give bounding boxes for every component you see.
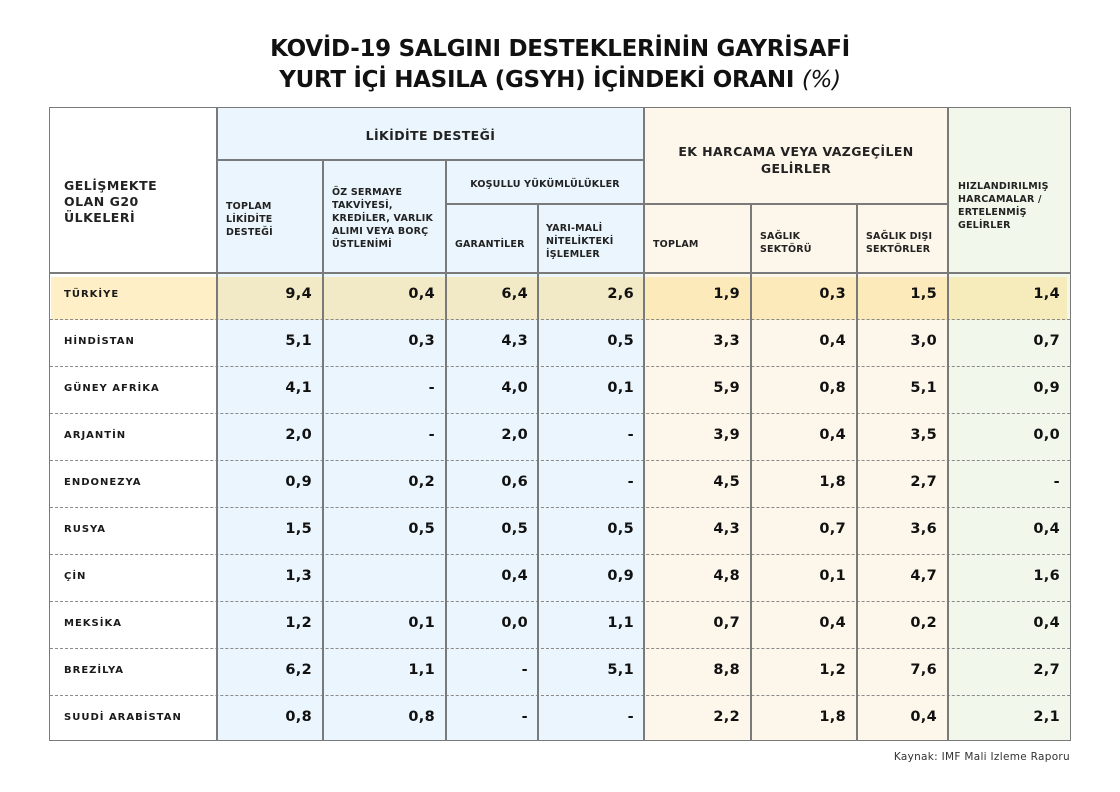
row-separator	[50, 366, 1070, 367]
col-divider	[537, 203, 539, 740]
value-cell: 0,6	[501, 474, 528, 490]
value-cell: 2,0	[285, 427, 312, 443]
value-cell: 0,4	[1033, 615, 1060, 631]
value-cell: 1,5	[910, 286, 937, 302]
value-cell: -	[521, 662, 528, 678]
col-divider	[643, 108, 645, 740]
row-separator	[50, 507, 1070, 508]
title-line-2-text: YURT İÇİ HASILA (GSYH) İÇİNDEKİ ORANI	[279, 67, 795, 93]
col-divider	[750, 203, 752, 740]
header-col-accelerated: HIZLANDIRILMIŞ HARCAMALAR / ERTELENMİŞ GELİRLER	[958, 181, 1049, 231]
title-line-2	[0, 65, 1120, 96]
value-cell: 5,9	[713, 380, 740, 396]
data-table	[49, 107, 1071, 741]
value-cell: 0,5	[607, 521, 634, 537]
value-cell: 1,1	[408, 662, 435, 678]
value-cell: -	[627, 427, 634, 443]
value-cell: 2,6	[607, 286, 634, 302]
value-cell: 0,4	[819, 427, 846, 443]
value-cell: 1,8	[819, 709, 846, 725]
value-cell: -	[1053, 474, 1060, 490]
value-cell: 0,9	[1033, 380, 1060, 396]
value-cell: 3,6	[910, 521, 937, 537]
value-cell: 1,1	[607, 615, 634, 631]
value-cell: 0,5	[408, 521, 435, 537]
country-label: ARJANTİN	[64, 430, 127, 441]
value-cell: 1,2	[819, 662, 846, 678]
value-cell: 0,4	[501, 568, 528, 584]
header-line-2	[446, 203, 644, 205]
value-cell: 3,0	[910, 333, 937, 349]
value-cell: -	[428, 427, 435, 443]
value-cell: 1,6	[1033, 568, 1060, 584]
title-line-1: KOVİD-19 SALGINI DESTEKLERİNİN GAYRİSAFİ	[270, 36, 850, 62]
value-cell: 4,1	[285, 380, 312, 396]
header-col-non-health: SAĞLIK DIŞI SEKTÖRLER	[866, 231, 933, 255]
col-divider	[947, 108, 949, 740]
value-cell: 0,4	[408, 286, 435, 302]
value-cell: 0,1	[408, 615, 435, 631]
value-cell: 0,5	[501, 521, 528, 537]
value-cell: 0,3	[819, 286, 846, 302]
value-cell: 7,6	[910, 662, 937, 678]
row-separator	[50, 319, 1070, 320]
value-cell: 2,2	[713, 709, 740, 725]
source-note: Kaynak: IMF Mali Izleme Raporu	[893, 751, 1070, 763]
country-label: BREZİLYA	[64, 665, 124, 676]
header-group-liquidity: LİKİDİTE DESTEĞİ	[365, 128, 496, 143]
value-cell: 1,5	[285, 521, 312, 537]
value-cell: 1,9	[713, 286, 740, 302]
value-cell: 3,5	[910, 427, 937, 443]
col-divider	[445, 159, 447, 740]
value-cell: 0,2	[910, 615, 937, 631]
value-cell: 5,1	[607, 662, 634, 678]
header-bottom-line	[50, 272, 1070, 274]
value-cell: 4,3	[501, 333, 528, 349]
value-cell: -	[627, 709, 634, 725]
value-cell: 4,3	[713, 521, 740, 537]
country-label: GÜNEY AFRİKA	[64, 383, 160, 394]
value-cell: 0,3	[408, 333, 435, 349]
value-cell: -	[521, 709, 528, 725]
value-cell: 1,8	[819, 474, 846, 490]
header-line-3	[644, 203, 948, 205]
header-col-spending-total: TOPLAM	[653, 239, 699, 250]
value-cell: 8,8	[713, 662, 740, 678]
row-separator	[50, 601, 1070, 602]
value-cell: 0,4	[819, 615, 846, 631]
country-label: SUUDİ ARABİSTAN	[64, 712, 182, 723]
row-separator	[50, 648, 1070, 649]
value-cell: 5,1	[910, 380, 937, 396]
value-cell: 0,9	[607, 568, 634, 584]
value-cell: 0,1	[607, 380, 634, 396]
chart-title	[0, 34, 1120, 96]
col-divider	[322, 159, 324, 740]
value-cell: 4,7	[910, 568, 937, 584]
value-cell: 0,0	[501, 615, 528, 631]
country-label: RUSYA	[64, 524, 107, 535]
value-cell: 3,9	[713, 427, 740, 443]
value-cell: 0,7	[713, 615, 740, 631]
country-label: TÜRKİYE	[64, 289, 120, 300]
header-col-equity-loans: ÖZ SERMAYE TAKVİYESİ, KREDİLER, VARLIK ALIMI VEYA BORÇ ÜSTLENİMİ	[332, 187, 434, 250]
title-unit: (%)	[801, 67, 841, 93]
value-cell: 0,4	[910, 709, 937, 725]
header-line-1	[217, 159, 644, 161]
country-label: ENDONEZYA	[64, 477, 142, 488]
value-cell: 2,7	[910, 474, 937, 490]
value-cell: 2,1	[1033, 709, 1060, 725]
value-cell: 0,1	[819, 568, 846, 584]
value-cell: 9,4	[285, 286, 312, 302]
value-cell: 1,3	[285, 568, 312, 584]
col-divider	[216, 108, 218, 740]
value-cell: 4,0	[501, 380, 528, 396]
value-cell: 0,7	[1033, 333, 1060, 349]
value-cell: 0,2	[408, 474, 435, 490]
value-cell: 0,5	[607, 333, 634, 349]
value-cell: 4,8	[713, 568, 740, 584]
country-label: ÇİN	[64, 571, 87, 582]
value-cell: 1,4	[1033, 286, 1060, 302]
header-col-quasi-fiscal: YARI-MALİ NİTELİKTEKİ İŞLEMLER	[546, 223, 614, 260]
value-cell: 3,3	[713, 333, 740, 349]
value-cell: 2,7	[1033, 662, 1060, 678]
value-cell: 2,0	[501, 427, 528, 443]
value-cell: 0,4	[819, 333, 846, 349]
header-group-contingent: KOŞULLU YÜKÜMLÜLÜKLER	[470, 179, 620, 190]
value-cell: -	[627, 474, 634, 490]
row-separator	[50, 695, 1070, 696]
value-cell: -	[428, 380, 435, 396]
country-label: HİNDİSTAN	[64, 336, 135, 347]
value-cell: 0,9	[285, 474, 312, 490]
row-separator	[50, 460, 1070, 461]
country-label: MEKSİKA	[64, 618, 122, 629]
value-cell: 4,5	[713, 474, 740, 490]
header-col-health: SAĞLIK SEKTÖRÜ	[760, 231, 812, 255]
value-cell: 0,8	[408, 709, 435, 725]
header-country: GELİŞMEKTE OLAN G20 ÜLKELERİ	[64, 178, 158, 225]
header-col-guarantees: GARANTİLER	[455, 239, 525, 250]
col-divider	[856, 203, 858, 740]
value-cell: 0,8	[285, 709, 312, 725]
value-cell: 1,2	[285, 615, 312, 631]
value-cell: 0,0	[1033, 427, 1060, 443]
value-cell: 6,4	[501, 286, 528, 302]
row-separator	[50, 554, 1070, 555]
value-cell: 0,8	[819, 380, 846, 396]
value-cell: 0,4	[1033, 521, 1060, 537]
header-col-total-liquidity: TOPLAM LİKİDİTE DESTEĞİ	[226, 201, 273, 238]
header-group-extra-spending: EK HARCAMA VEYA VAZGEÇİLEN GELİRLER	[678, 144, 914, 176]
value-cell: 0,7	[819, 521, 846, 537]
value-cell: 6,2	[285, 662, 312, 678]
value-cell: 5,1	[285, 333, 312, 349]
row-separator	[50, 413, 1070, 414]
